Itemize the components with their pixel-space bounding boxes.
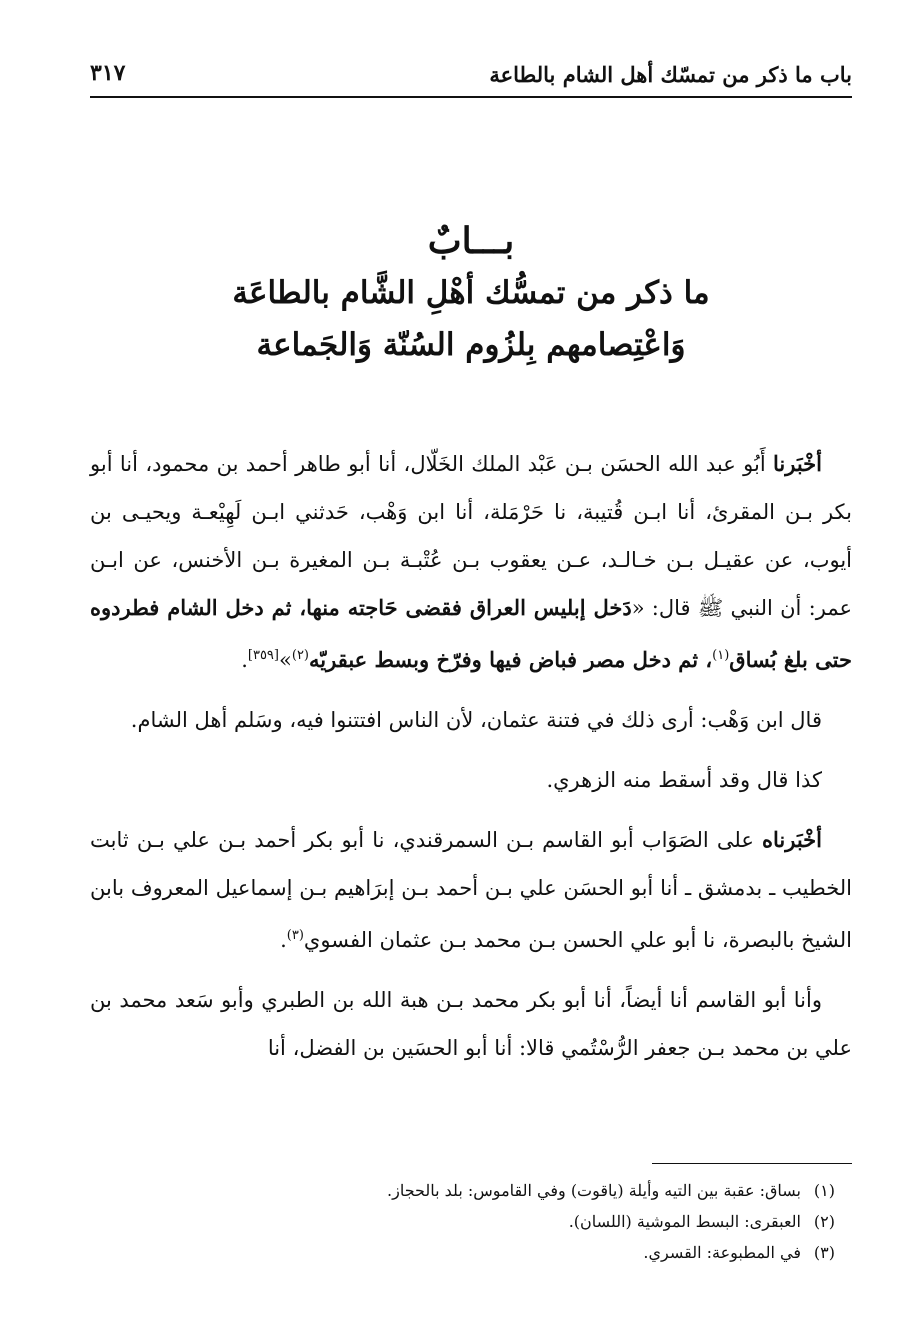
paragraph-end: . (280, 928, 287, 952)
paragraph-text: أَبُو عبد الله الحسَن بـن عَبْد الملك الخَلّال، أنا أبو طاهر أحمد بن محمود، أنا أبو بكر بـن المقرئ، أنا ابـن قُتيبة، نا حَرْمَلة، أنا ابن وَهْب، حَدثني ابـن لَهِيْعـة ويحيـى بن أيوب، عن عقيـل بـن خـالـد، عـن يعقوب بـن عُتْبـة بـن المغيرة بـن الأخنس، عن ابـن عمر: أن النبي ﷺ قال: « (90, 452, 852, 620)
quote-close: » (279, 648, 292, 672)
paragraph-text: على الصَوَاب أبو القاسم بـن السمرقندي، نا أبو بكر أحمد بـن علي بـن ثابت الخطيب ـ بدمشق ـ أنا أبو الحسَن علي بـن أحمد بـن إبرَاهيم بـن إسماعيل المعروف بابن الشيخ بالبصرة، نا أبو علي الحسن بـن محمد بـن عثمان الفسوي (90, 828, 852, 952)
paragraph-lead: أخْبَرنا (773, 451, 822, 476)
paragraph-1 (90, 440, 852, 684)
chapter-title-line-2: وَاعْتِصامهم بِلزُوم السُنّة وَالجَماعة (256, 327, 686, 363)
page-number: ٣١٧ (90, 60, 126, 86)
footnote-ref: (٢) (291, 648, 309, 663)
paragraph-text: وأنا أبو القاسم أنا أيضاً، أنا أبو بكر محمد بـن هبة الله بن الطبري وأبو سَعد محمد بن علي بن محمد بـن جعفر الرُّسْتُمي قالا: أنا أبو الحسَين بن الفضل، أنا (90, 988, 852, 1060)
paragraph-5 (90, 976, 852, 1072)
paragraph-4 (90, 816, 852, 964)
footnote-2 (90, 1206, 835, 1237)
footnote-text: بساق: عقبة بين التيه وأيلة (ياقوت) وفي القاموس: بلد بالحجاز. (387, 1181, 801, 1200)
footnote-1 (90, 1175, 835, 1206)
chapter-heading (90, 215, 852, 371)
footnote-ref: (١) (712, 648, 730, 663)
paragraph-end: . (241, 648, 248, 672)
paragraph-lead: أخْبَرناه (762, 827, 822, 852)
body-text (90, 440, 852, 1084)
paragraph-text: كذا قال وقد أسقط منه الزهري. (546, 768, 822, 792)
hadith-quote-continued: ، ثم دخل مصر فباض فيها وفرّخ وبسط عبقريّه (309, 647, 713, 672)
page-header (90, 58, 852, 98)
paragraph-3 (90, 756, 852, 804)
running-title: باب ما ذكر من تمسّك أهل الشام بالطاعة (489, 62, 852, 87)
hadith-number: [٣٥٩] (247, 648, 279, 663)
footnote-number: (٢) (813, 1212, 835, 1231)
footnote-divider (652, 1163, 852, 1164)
footnote-number: (١) (813, 1181, 835, 1200)
footnote-3 (90, 1237, 835, 1268)
hadith-quote: دَخل إبليس العراق فقضى حَاجته منها، ثم دخل الشام فطردوه حتى بلغ بُساق (90, 595, 852, 672)
chapter-label: بـــابٌ (427, 220, 515, 262)
paragraph-2 (90, 696, 852, 744)
paragraph-text: قال ابن وَهْب: أرى ذلك في فتنة عثمان، لأن الناس افتتنوا فيه، وسَلم أهل الشام. (130, 708, 822, 732)
footnotes (90, 1175, 835, 1268)
chapter-title-line-1: ما ذكر من تمسُّك أهْلِ الشَّام بالطاعَة (232, 275, 710, 311)
footnote-text: العبقرى: البسط الموشية (اللسان). (568, 1212, 801, 1231)
footnote-number: (٣) (813, 1243, 835, 1262)
footnote-ref: (٣) (286, 928, 304, 943)
footnote-text: في المطبوعة: القسري. (643, 1243, 801, 1262)
